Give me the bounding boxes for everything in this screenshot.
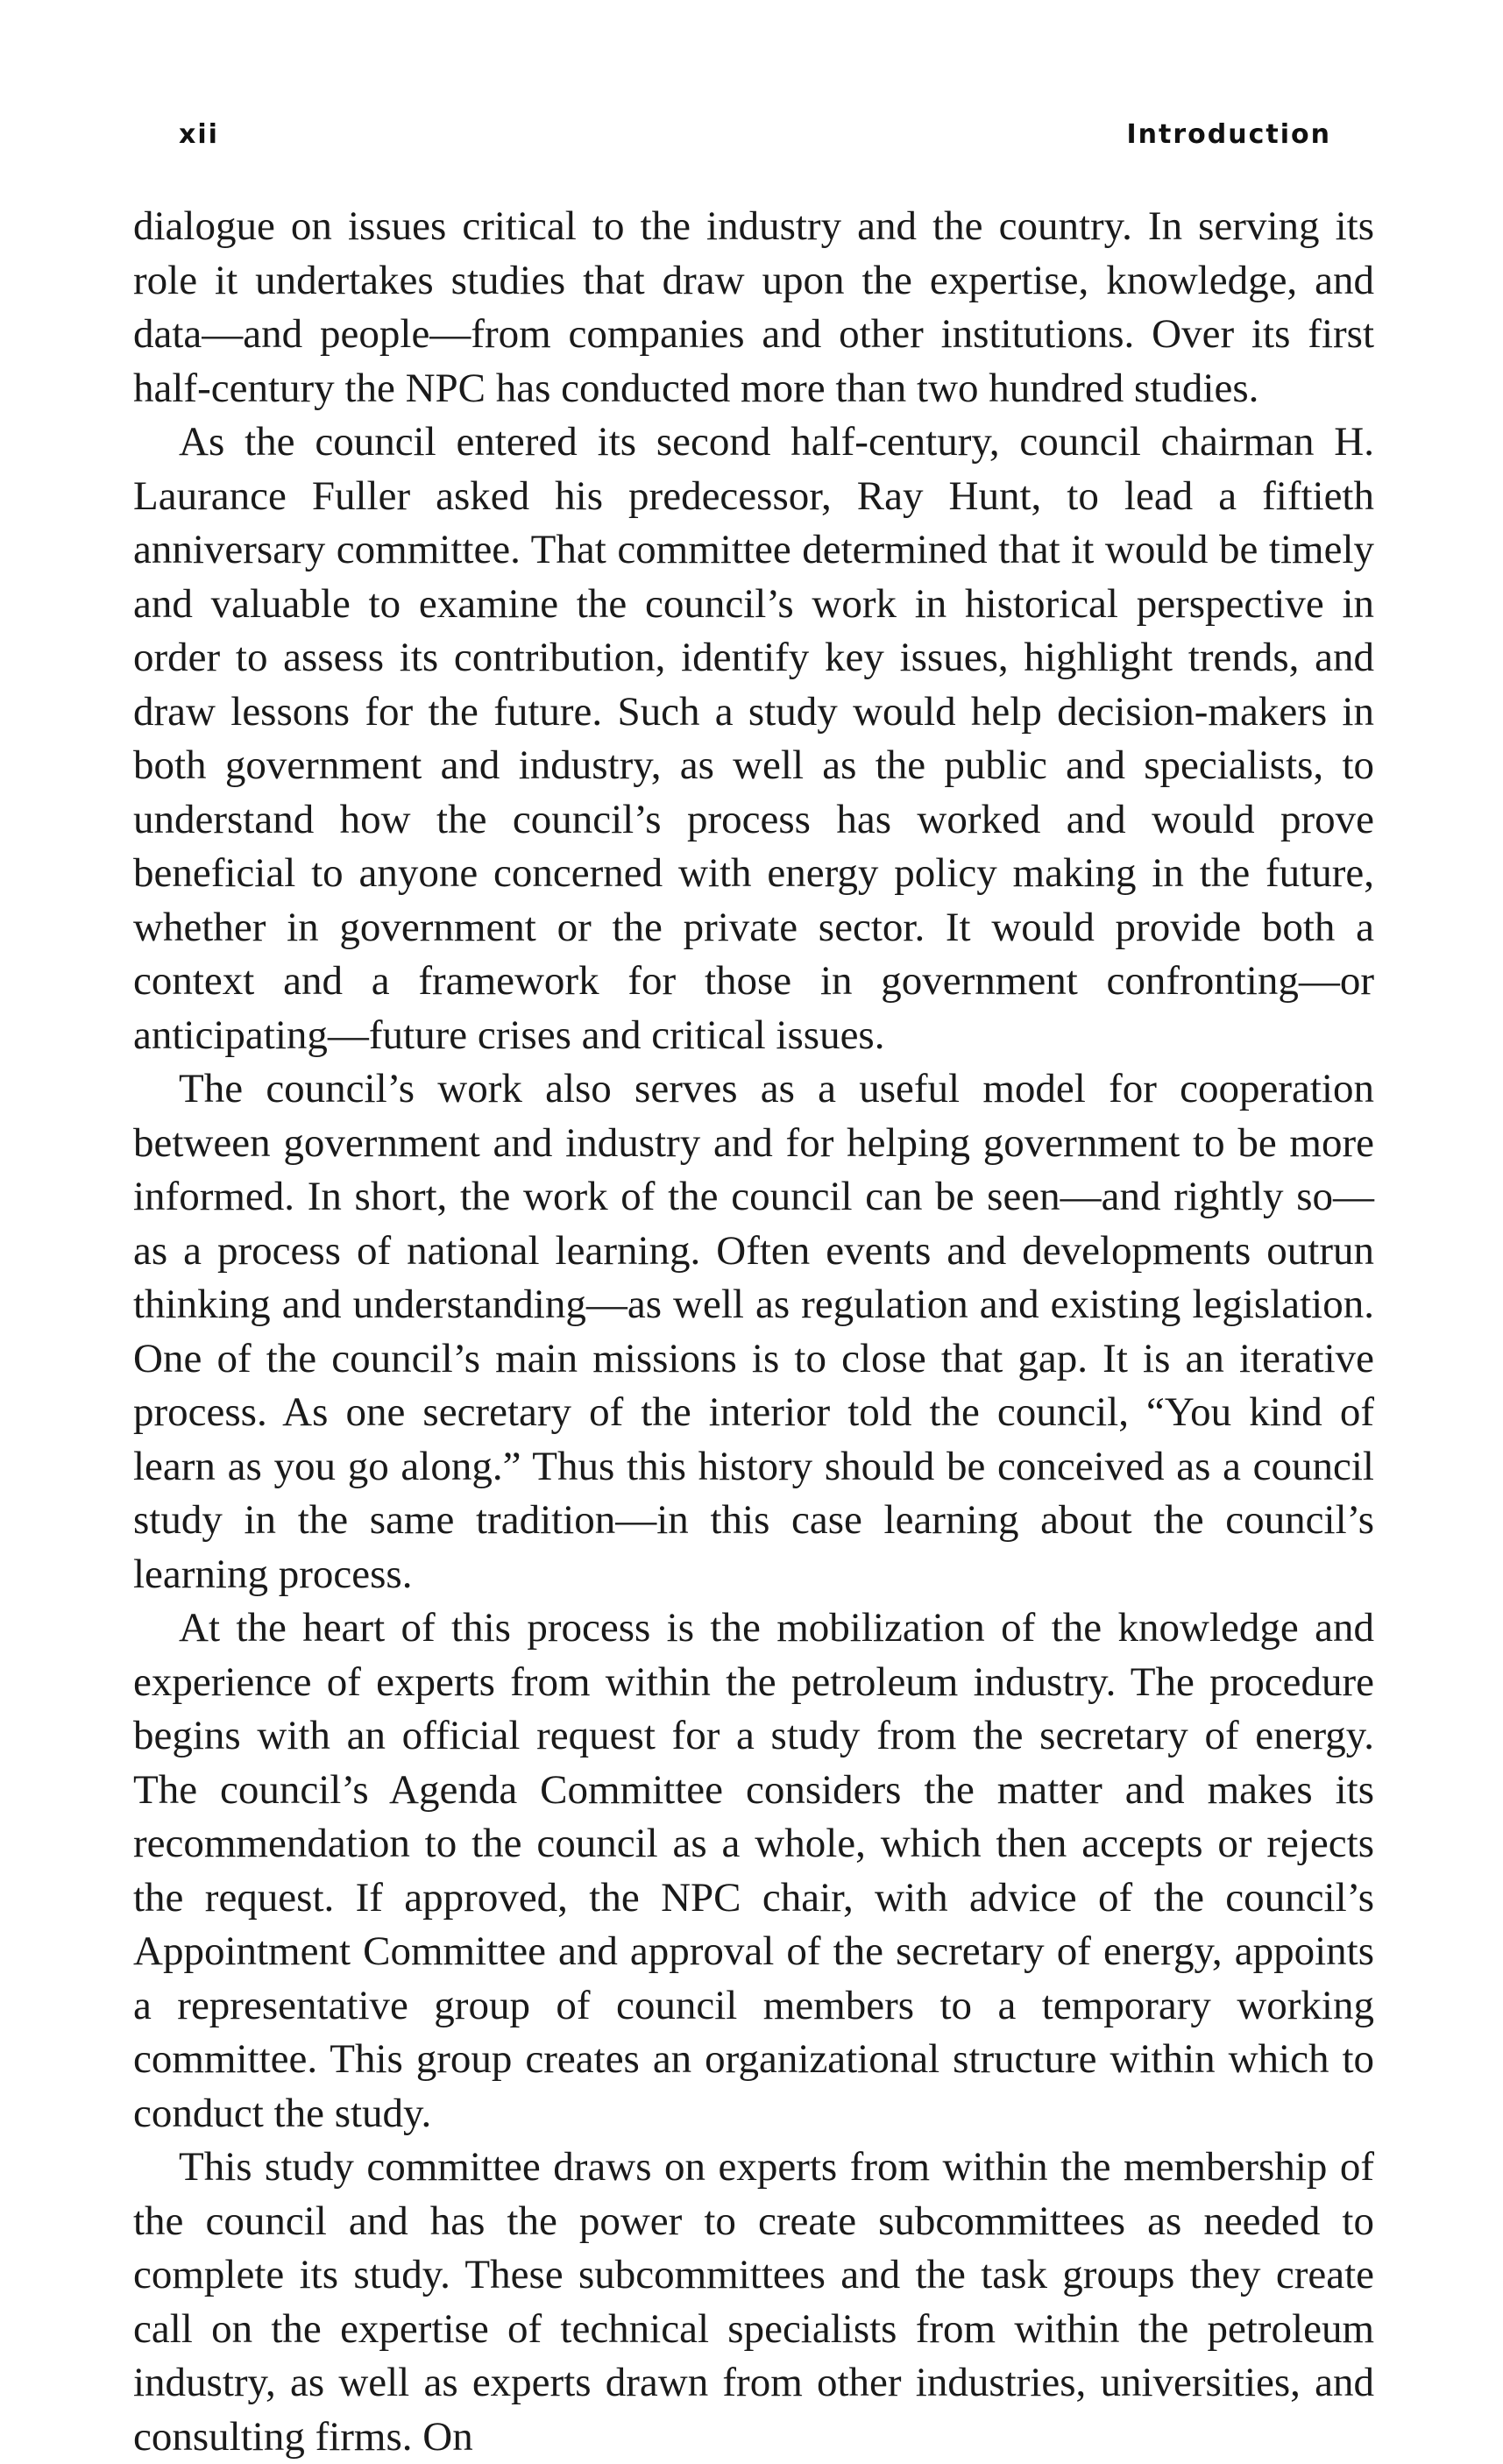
paragraph: As the council entered its second half-century, council chairman H. Laurance Fuller asked his predecessor, Ray Hunt, to lead a fiftieth anniversary committee. That committee determined that it would be timely and valuable to examine the council’s work in historical perspective in order to assess its contribution, identify key issues, highlight trends, and draw lessons for the future. Such a study would help decision-makers in both government and industry, as well as the public and specialists, to understand how the council’s process has worked and would prove beneficial to anyone concerned with energy policy making in the future, whether in government or the private sector. It would provide both a context and a framework for those in government confronting—or anticipating—future crises and critical issues. bbox=[133, 419, 1374, 1058]
section-title: Introduction bbox=[1126, 119, 1331, 150]
paragraph-continuation: dialogue on issues critical to the industry and the country. In serving its role it undertakes studies that draw upon the expertise, knowledge, and data—and people—from companies and other institutions. Over its first half-century the NPC has conducted more than two hundred studies. bbox=[133, 203, 1374, 411]
body-text bbox=[133, 200, 1374, 2464]
page-number: xii bbox=[179, 119, 219, 150]
paragraph: This study committee draws on experts from within the membership of the council and has the power to create subcommittees as needed to complete its study. These subcommittees and the task groups they create call on the expertise of technical specialists from within the petroleum industry, as well as experts drawn from other industries, universities, and consulting firms. On bbox=[133, 2144, 1374, 2460]
running-head bbox=[133, 119, 1370, 163]
paragraph: At the heart of this process is the mobilization of the knowledge and experience of experts from within the petroleum industry. The procedure begins with an official request for a study from the secretary of energy. The council’s Agenda Committee considers the matter and makes its recommendation to the council as a whole, which then accepts or rejects the request. If approved, the NPC chair, with advice of the council’s Appointment Committee and approval of the secretary of energy, appoints a representative group of council members to a temporary working committee. This group creates an organizational structure within which to conduct the study. bbox=[133, 1605, 1374, 2136]
paragraph: The council’s work also serves as a useful model for cooperation between government and industry and for helping government to be more informed. In short, the work of the council can be seen—and rightly so—as a process of national learning. Often events and developments outrun thinking and understanding—as well as regulation and existing legislation. One of the council’s main missions is to close that gap. It is an iterative process. As one secretary of the interior told the council, “You kind of learn as you go along.” Thus this history should be conceived as a council study in the same tradition—in this case learning about the council’s learning process. bbox=[133, 1066, 1374, 1597]
